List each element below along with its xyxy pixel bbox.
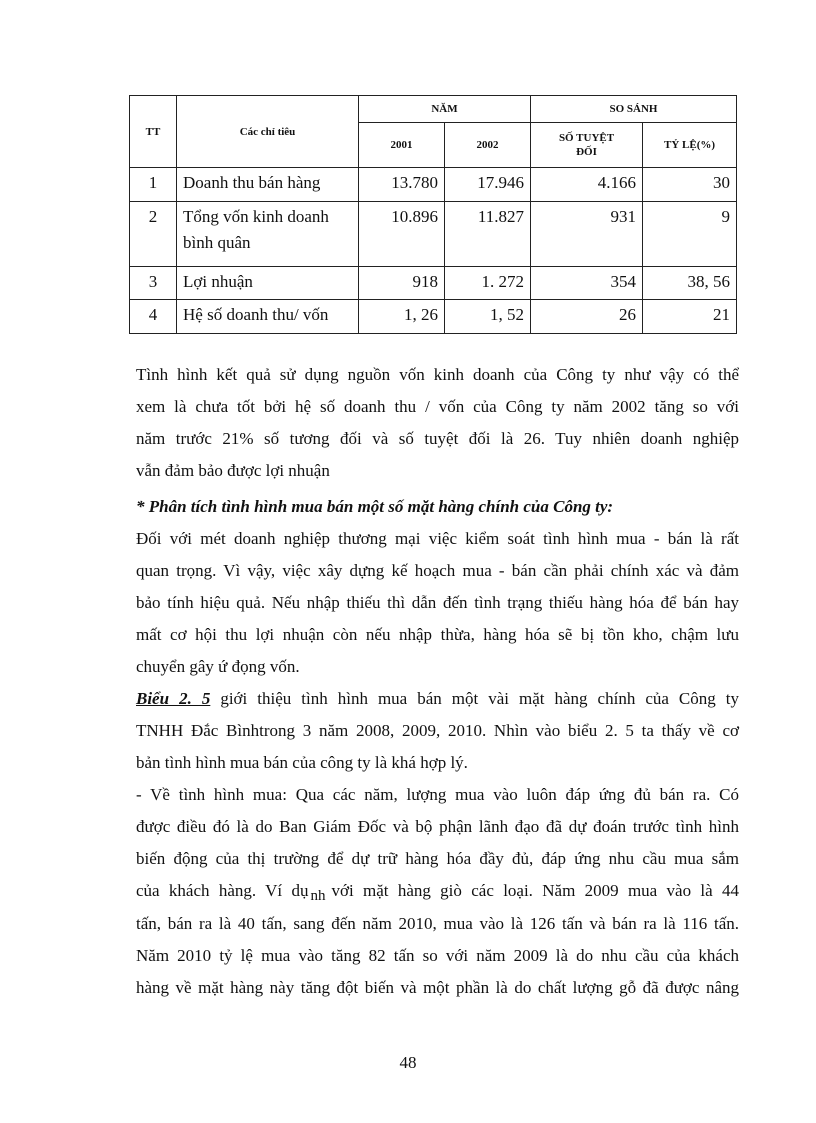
cell-tt: 2	[130, 202, 177, 267]
cell-label-line2: bình quân	[183, 233, 251, 252]
header-absolute-line1: SỐ TUYỆT	[558, 132, 615, 144]
cell-2001: 1, 26	[359, 300, 445, 334]
cell-2001: 10.896	[359, 202, 445, 267]
body-content	[136, 359, 739, 1004]
paragraph-line: Đối với mét doanh nghiệp thương mại việc kiểm soát tình hình mua - bán là rất	[136, 529, 739, 548]
header-year-group: NĂM	[359, 96, 531, 123]
header-absolute-line2: ĐỐI	[576, 146, 597, 158]
header-criteria: Các chỉ tiêu	[177, 96, 359, 168]
header-ratio: TỶ LỆ(%)	[643, 123, 737, 168]
cell-label: Hệ số doanh thu/ vốn	[177, 300, 359, 334]
cell-tt: 1	[130, 168, 177, 202]
paragraph-line: tấn, bán ra là 40 tấn, sang đến năm 2010, mua vào là 126 tấn và bán ra là 116 tấn.	[136, 914, 739, 933]
cell-label-line1: Tổng vốn kinh doanh	[183, 207, 329, 226]
cell-2002: 1. 272	[445, 267, 531, 300]
paragraph-line	[136, 875, 739, 908]
cell-2001: 918	[359, 267, 445, 300]
cell-label: Lợi nhuận	[177, 267, 359, 300]
paragraph-line-rest: với mặt hàng giò các loại. Năm 2009 mua vào là 44	[331, 881, 739, 900]
header-compare-group: SO SÁNH	[531, 96, 737, 123]
cell-tt: 3	[130, 267, 177, 300]
cell-2002: 1, 52	[445, 300, 531, 334]
subscript-fragment: nh	[310, 888, 326, 904]
paragraph-line: năm trước 21% số tương đối và số tuyệt đối là 26. Tuy nhiên doanh nghiệp	[136, 429, 739, 448]
table-row	[130, 267, 737, 300]
paragraph-line: Năm 2010 tỷ lệ mua vào tăng 82 tấn so với năm 2009 là do nhu cầu của khách	[136, 946, 739, 965]
header-tt: TT	[130, 96, 177, 168]
cell-ratio: 9	[643, 202, 737, 267]
cell-absolute: 26	[531, 300, 643, 334]
cell-ratio: 30	[643, 168, 737, 202]
page-number: 48	[399, 1053, 417, 1072]
paragraph-line-rest: giới thiệu tình hình mua bán một vài mặt hàng chính của Công ty	[210, 689, 739, 708]
table-reference: Biểu 2. 5	[136, 689, 211, 708]
paragraph-line: quan trọng. Vì vậy, việc xây dựng kế hoạch mua - bán cần phải chính xác và đảm	[136, 561, 739, 580]
cell-2002: 11.827	[445, 202, 531, 267]
cell-absolute: 354	[531, 267, 643, 300]
cell-tt: 4	[130, 300, 177, 334]
paragraph-line: bảo tính hiệu quả. Nếu nhập thiếu thì dẫn đến tình trạng thiếu hàng hóa để bán hay	[136, 593, 739, 612]
cell-absolute: 4.166	[531, 168, 643, 202]
table-row	[130, 202, 737, 267]
table-row	[130, 168, 737, 202]
cell-ratio: 38, 56	[643, 267, 737, 300]
cell-ratio: 21	[643, 300, 737, 334]
cell-label: Doanh thu bán hàng	[177, 168, 359, 202]
cell-label	[177, 202, 359, 267]
paragraph-line: Tình hình kết quả sử dụng nguồn vốn kinh doanh của Công ty như vậy có thể	[136, 365, 739, 384]
paragraph-line-start: của khách hàng. Ví dụ	[136, 881, 309, 900]
paragraph-line: được điều đó là do Ban Giám Đốc và bộ phận lãnh đạo đã dự đoán trước tình hình	[136, 817, 739, 836]
paragraph-line: vẫn đảm bảo được lợi nhuận	[136, 461, 330, 480]
paragraph-line: biến động của thị trường để dự trữ hàng hóa đầy đủ, đáp ứng nhu cầu mua sắm	[136, 849, 739, 868]
paragraph-line: TNHH Đắc Bìnhtrong 3 năm 2008, 2009, 2010. Nhìn vào biểu 2. 5 ta thấy về cơ	[136, 721, 739, 740]
header-absolute	[531, 123, 643, 168]
paragraph-line	[136, 683, 739, 715]
paragraph-line: - Về tình hình mua: Qua các năm, lượng mua vào luôn đáp ứng đủ bán ra. Có	[136, 785, 739, 804]
section-heading: * Phân tích tình hình mua bán một số mặt hàng chính của Công ty:	[136, 497, 614, 516]
paragraph-line: chuyển gây ứ đọng vốn.	[136, 657, 300, 676]
cell-2002: 17.946	[445, 168, 531, 202]
table-row	[130, 300, 737, 334]
paragraph-line: mất cơ hội thu lợi nhuận còn nếu nhập thừa, hàng hóa sẽ bị tồn kho, chậm lưu	[136, 625, 739, 644]
cell-2001: 13.780	[359, 168, 445, 202]
paragraph-line: bản tình hình mua bán của công ty là khá hợp lý.	[136, 753, 468, 772]
paragraph-line: hàng về mặt hàng này tăng đột biến và một phần là do chất lượng gỗ đã được nâng	[136, 978, 739, 997]
cell-absolute: 931	[531, 202, 643, 267]
paragraph-line: xem là chưa tốt bởi hệ số doanh thu / vốn của Công ty năm 2002 tăng so với	[136, 397, 739, 416]
comparison-table	[129, 95, 737, 334]
header-year-2001: 2001	[359, 123, 445, 168]
header-year-2002: 2002	[445, 123, 531, 168]
